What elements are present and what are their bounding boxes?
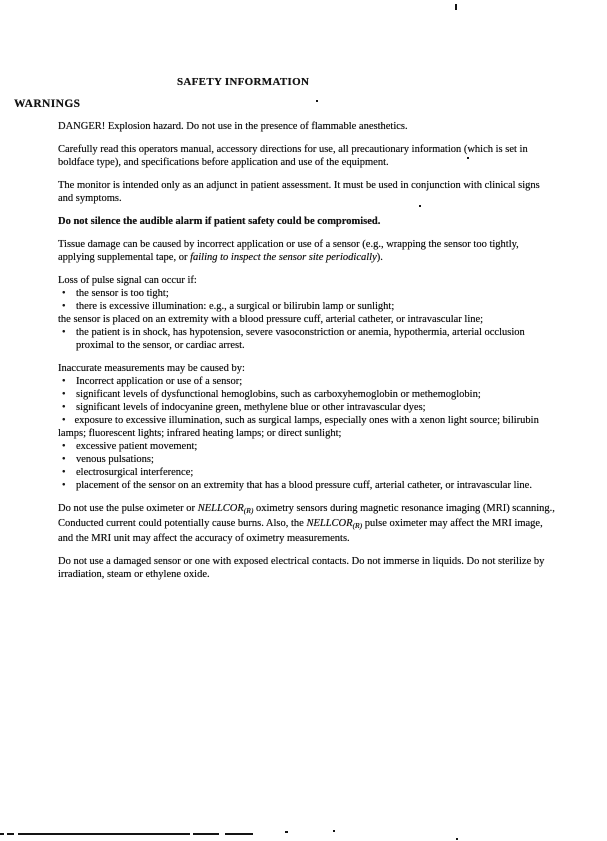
scan-speck [285, 831, 288, 833]
scan-speck [456, 838, 458, 840]
read-manual-paragraph: Carefully read this operators manual, accessory directions for use, all precautionary information (which is set in boldface type), and specifications before application and use of the equipment. [58, 144, 528, 168]
scan-artifact-line [193, 833, 219, 835]
list-item: • placement of the sensor on an extremity that has a blood pressure cuff, arterial catheter, or intravascular line. [58, 479, 555, 492]
list-item: • there is excessive illumination: e.g., a surgical or bilirubin lamp or sunlight; [58, 300, 555, 313]
tissue-damage-text-italic: failing to inspect the sensor site periodically [190, 252, 377, 263]
monitor-adjunct-paragraph: The monitor is intended only as an adjunct in patient assessment. It must be used in conjunction with clinical signs and symptoms. [58, 180, 540, 204]
tissue-damage-paragraph [58, 238, 555, 264]
mri-text-3: pulse oximeter may affect the MRI image, and the MRI unit may affect the accuracy of oximetry measurements. [58, 518, 543, 544]
list-item: • excessive patient movement; [58, 440, 555, 453]
scan-speck [333, 830, 335, 832]
loss-of-pulse-list [58, 274, 555, 352]
mri-text-2: oximetry sensors during magnetic resonance imaging (MRI) scanning., Conducted current could potentially cause burns. Also, the [58, 503, 555, 529]
list-item: • venous pulsations; [58, 453, 555, 466]
loss-list-intro: Loss of pulse signal can occur if: [58, 275, 197, 286]
scan-speck [467, 157, 469, 159]
scan-artifact-line [225, 833, 253, 835]
danger-paragraph: DANGER! Explosion hazard. Do not use in the presence of flammable anesthetics. [58, 121, 408, 132]
scan-artifact-line [7, 833, 14, 835]
damaged-sensor-paragraph: Do not use a damaged sensor or one with exposed electrical contacts. Do not immerse in liquids. Do not sterilize by irradiation, steam or ethylene oxide. [58, 556, 545, 580]
audible-alarm-paragraph: Do not silence the audible alarm if patient safety could be compromised. [58, 216, 381, 227]
mri-text-1: Do not use the pulse oximeter or [58, 503, 198, 514]
list-item: • the sensor is too tight; [58, 287, 555, 300]
list-item: • the patient is in shock, has hypotension, severe vasoconstriction or anemia, hypothermia, arterial occlusion proximal to the sensor, or cardiac arrest. [58, 326, 555, 352]
warnings-content [58, 120, 555, 591]
nellcor-brand: NELLCOR [306, 518, 353, 529]
list-item: • exposure to excessive illumination, such as surgical lamps, especially ones with a xenon light source; bilirubin lamps; fluorescent lights; infrared heating lamps; or direct sunlight; [58, 414, 555, 440]
scan-speck [455, 4, 457, 10]
page-title: SAFETY INFORMATION [177, 76, 310, 88]
inaccurate-measurements-list [58, 362, 555, 492]
scan-artifact-line [0, 833, 4, 835]
list-item: • electrosurgical interference; [58, 466, 555, 479]
scan-artifact-line [18, 833, 190, 835]
registered-mark: (R) [243, 506, 254, 515]
tissue-damage-text-2: ). [376, 252, 383, 263]
nellcor-brand: NELLCOR [197, 503, 244, 514]
list-item: • significant levels of indocyanine green, methylene blue or other intravascular dyes; [58, 401, 555, 414]
scan-speck [316, 100, 318, 102]
mri-warning-paragraph [58, 502, 555, 545]
scan-speck [419, 205, 421, 207]
warnings-heading: WARNINGS [14, 98, 81, 110]
list-item: • Incorrect application or use of a sensor; [58, 375, 555, 388]
registered-mark: (R) [352, 521, 363, 530]
list-item: the sensor is placed on an extremity with a blood pressure cuff, arterial catheter, or intravascular line; [58, 314, 484, 325]
tissue-damage-text-1: Tissue damage can be caused by incorrect application or use of a sensor (e.g., wrapping the sensor too tightly, applying supplemental tape, or [58, 239, 519, 263]
list-item: • significant levels of dysfunctional hemoglobins, such as carboxyhemoglobin or methemoglobin; [58, 388, 555, 401]
inaccurate-list-intro: Inaccurate measurements may be caused by: [58, 363, 245, 374]
